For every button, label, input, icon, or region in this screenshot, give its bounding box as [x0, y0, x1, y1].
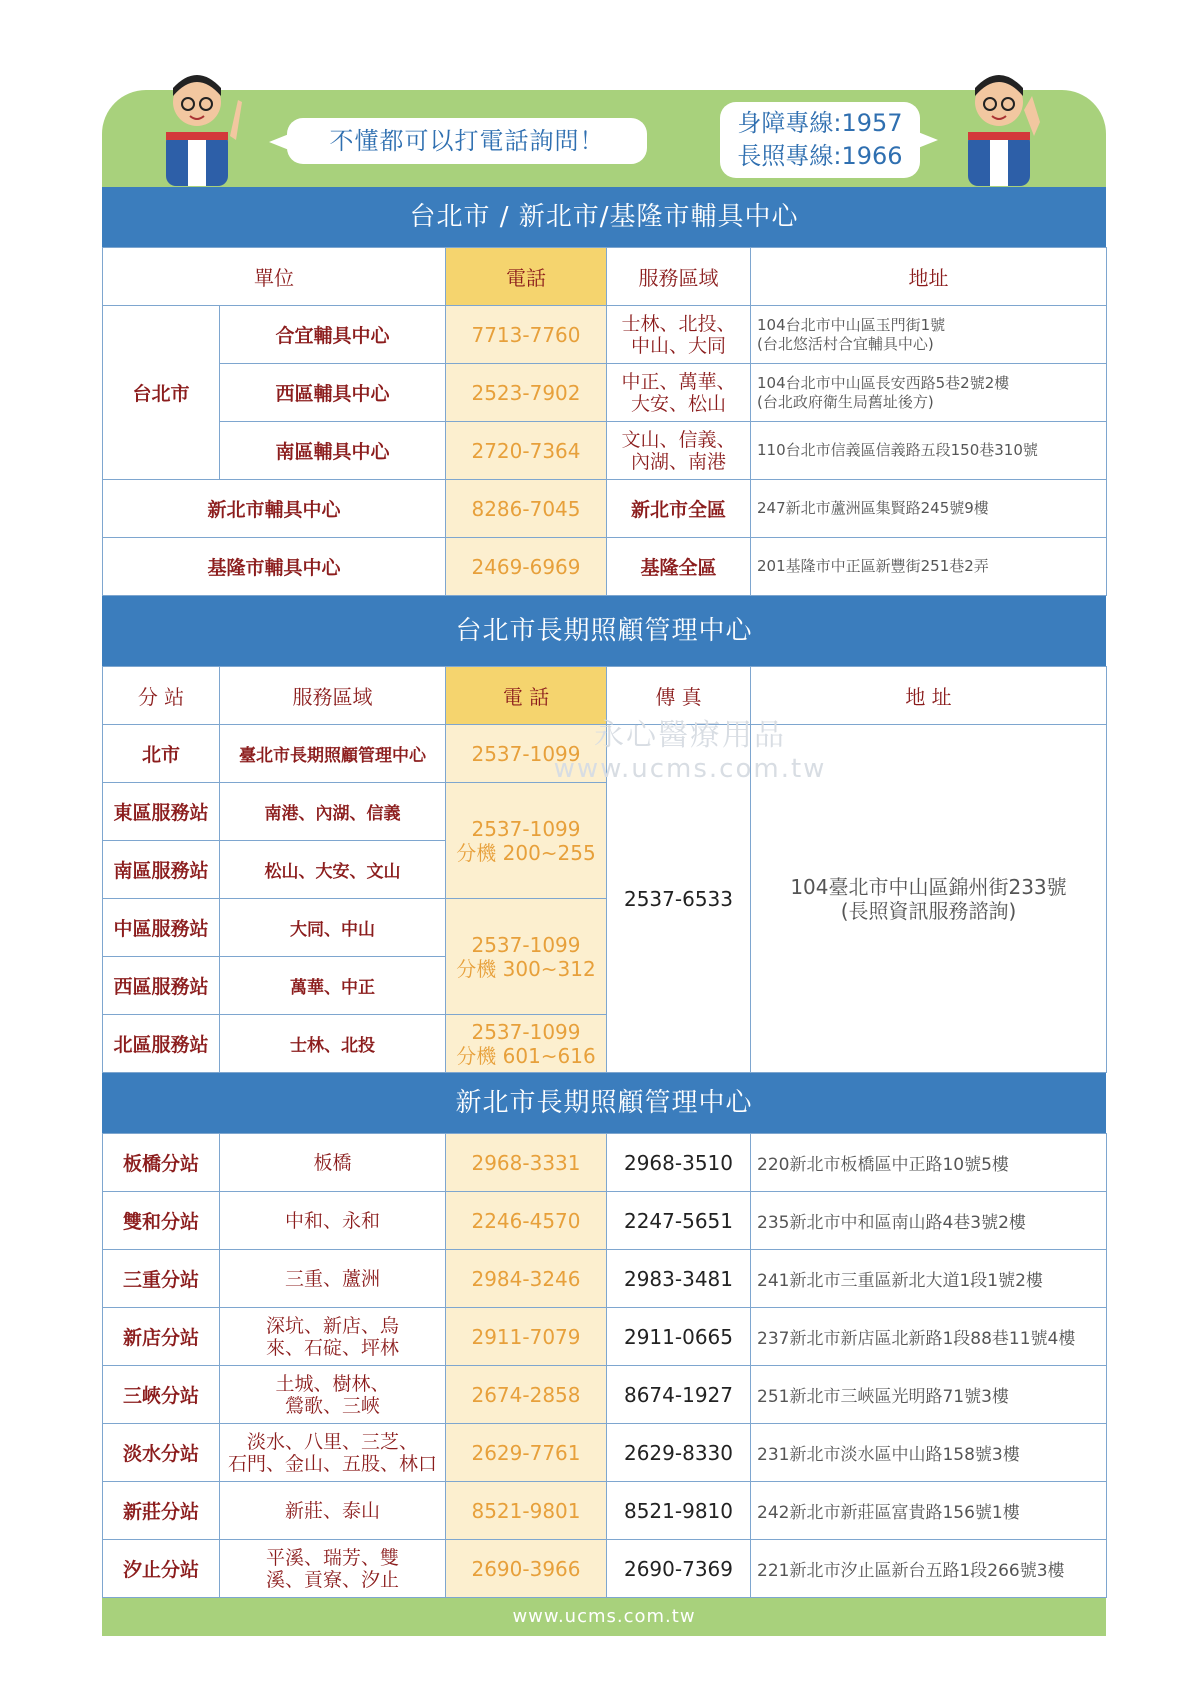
newtaipei-ltc-table [102, 1133, 1107, 1598]
phone-number[interactable]: 2674-2858 [446, 1366, 607, 1424]
fax-number: 2911-0665 [607, 1308, 751, 1366]
service-area-line2: 內湖、南港 [630, 450, 726, 473]
table-row [103, 1366, 1107, 1424]
table-row [103, 1192, 1107, 1250]
station-name: 新店分站 [103, 1308, 220, 1366]
unit-name: 新北市輔具中心 [103, 480, 446, 538]
unit-name: 合宜輔具中心 [220, 306, 446, 364]
taipei-ltc-table [102, 666, 1107, 1073]
address-line2: (長照資訊服務諮詢) [840, 898, 1017, 923]
station-name: 中區服務站 [103, 899, 220, 957]
hotline-ltc: 長照專線:1966 [737, 142, 903, 170]
header-banner [102, 90, 1106, 187]
service-area: 大同、中山 [220, 899, 446, 957]
phone-line1: 2537-1099 [471, 816, 581, 841]
service-area: 臺北市長期照顧管理中心 [220, 725, 446, 783]
mascot-right-icon [954, 66, 1044, 186]
unit-name: 西區輔具中心 [220, 364, 446, 422]
station-name: 淡水分站 [103, 1424, 220, 1482]
phone-ext: 分機 200~255 [456, 840, 596, 865]
service-area [220, 1308, 446, 1366]
address [751, 364, 1107, 422]
address: 235新北市中和區南山路4巷3號2樓 [751, 1192, 1107, 1250]
station-name: 汐止分站 [103, 1540, 220, 1598]
col-header-area: 服務區域 [220, 667, 446, 725]
table-header-row [103, 248, 1107, 306]
service-area: 松山、大安、文山 [220, 841, 446, 899]
service-area: 萬華、中正 [220, 957, 446, 1015]
fax-number: 2247-5651 [607, 1192, 751, 1250]
address [751, 725, 1107, 1073]
address: 221新北市汐止區新台五路1段266號3樓 [751, 1540, 1107, 1598]
col-header-area: 服務區域 [607, 248, 751, 306]
unit-name: 南區輔具中心 [220, 422, 446, 480]
table-row [103, 538, 1107, 596]
assistive-centers-table [102, 247, 1107, 596]
service-area-line1: 中正、萬華、 [621, 370, 736, 393]
service-area [220, 1424, 446, 1482]
service-area [607, 364, 751, 422]
address: 237新北市新店區北新路1段88巷11號4樓 [751, 1308, 1107, 1366]
station-name: 南區服務站 [103, 841, 220, 899]
sheet [102, 90, 1106, 1636]
service-area-line2: 中山、大同 [630, 334, 726, 357]
table-row [103, 1250, 1107, 1308]
address: 220新北市板橋區中正路10號5樓 [751, 1134, 1107, 1192]
service-area [220, 1250, 446, 1308]
section-title-newtaipei-ltc: 新北市長期照顧管理中心 [102, 1073, 1106, 1133]
hotline-disability: 身障專線:1957 [737, 109, 903, 137]
address-line1: 104臺北市中山區錦州街233號 [790, 874, 1067, 899]
station-name: 西區服務站 [103, 957, 220, 1015]
col-header-fax: 傳 真 [607, 667, 751, 725]
service-area [607, 306, 751, 364]
service-area [607, 422, 751, 480]
fax-number: 8521-9810 [607, 1482, 751, 1540]
service-area [220, 1482, 446, 1540]
section-title-taipei-ltc: 台北市長期照顧管理中心 [102, 596, 1106, 666]
table-row [103, 1482, 1107, 1540]
table-row [103, 1308, 1107, 1366]
phone-ext: 分機 601~616 [456, 1043, 596, 1068]
service-area [220, 1192, 446, 1250]
watermark-brand: 永心醫療用品 [594, 718, 786, 753]
address: 201基隆市中正區新豐街251巷2弄 [751, 538, 1107, 596]
phone-number[interactable]: 2720-7364 [446, 422, 607, 480]
table-row [103, 725, 1107, 783]
service-area-line2: 鶯歌、三峽 [284, 1394, 380, 1417]
address-line2: (台北悠活村合宜輔具中心) [757, 334, 934, 353]
service-area-line1: 平溪、瑞芳、雙 [265, 1546, 399, 1569]
service-area: 南港、內湖、信義 [220, 783, 446, 841]
phone-number[interactable]: 2523-7902 [446, 364, 607, 422]
section-title-assistive-centers: 台北市 / 新北市/基隆市輔具中心 [102, 187, 1106, 247]
address-line1: 104台北市中山區長安西路5巷2號2樓 [757, 373, 1010, 392]
col-header-address: 地址 [751, 248, 1107, 306]
fax-number: 8674-1927 [607, 1366, 751, 1424]
service-area-line1: 深坑、新店、烏 [265, 1314, 399, 1337]
col-header-phone: 電話 [446, 248, 607, 306]
table-row [103, 1134, 1107, 1192]
station-name: 北市 [103, 725, 220, 783]
service-area: 基隆全區 [607, 538, 751, 596]
service-area-line1: 三重、蘆洲 [284, 1267, 380, 1290]
fax-number: 2983-3481 [607, 1250, 751, 1308]
service-area-line2: 石門、金山、五股、林口 [227, 1452, 437, 1475]
address: 241新北市三重區新北大道1段1號2樓 [751, 1250, 1107, 1308]
service-area-line1: 士林、北投、 [621, 312, 736, 335]
phone-ext: 分機 300~312 [456, 956, 596, 981]
station-name: 三重分站 [103, 1250, 220, 1308]
phone-number[interactable] [446, 783, 607, 899]
table-row [103, 480, 1107, 538]
phone-number[interactable] [446, 1015, 607, 1073]
address-line1: 110台北市信義區信義路五段150巷310號 [757, 441, 1038, 459]
phone-number[interactable]: 7713-7760 [446, 306, 607, 364]
table-header-row [103, 667, 1107, 725]
phone-number[interactable]: 8521-9801 [446, 1482, 607, 1540]
table-row [103, 1540, 1107, 1598]
address [751, 306, 1107, 364]
service-area-line1: 土城、樹林、 [275, 1372, 390, 1395]
phone-line1: 2537-1099 [471, 932, 581, 957]
fax-number: 2968-3510 [607, 1134, 751, 1192]
address: 242新北市新莊區富貴路156號1樓 [751, 1482, 1107, 1540]
phone-number[interactable]: 8286-7045 [446, 480, 607, 538]
service-area-line1: 板橋 [313, 1151, 352, 1174]
address: 247新北市蘆洲區集賢路245號9樓 [751, 480, 1107, 538]
phone-number[interactable]: 2246-4570 [446, 1192, 607, 1250]
ask-by-phone-bubble: 不懂都可以打電話詢問！ [287, 118, 647, 164]
service-area-line1: 淡水、八里、三芝、 [246, 1430, 418, 1453]
service-area: 新北市全區 [607, 480, 751, 538]
phone-number[interactable]: 2469-6969 [446, 538, 607, 596]
hotline-bubble [720, 102, 920, 178]
phone-line1: 2537-1099 [471, 1019, 581, 1044]
service-area: 士林、北投 [220, 1015, 446, 1073]
station-name: 板橋分站 [103, 1134, 220, 1192]
table-row [103, 422, 1107, 480]
service-area [220, 1134, 446, 1192]
table-row [103, 1424, 1107, 1482]
address: 251新北市三峽區光明路71號3樓 [751, 1366, 1107, 1424]
col-header-station: 分 站 [103, 667, 220, 725]
fax-number: 2690-7369 [607, 1540, 751, 1598]
phone-number[interactable]: 2690-3966 [446, 1540, 607, 1598]
footer-url[interactable]: www.ucms.com.tw [102, 1598, 1106, 1636]
city-label: 台北市 [103, 306, 220, 480]
address: 231新北市淡水區中山路158號3樓 [751, 1424, 1107, 1482]
service-area [220, 1366, 446, 1424]
service-area-line2: 大安、松山 [630, 392, 726, 415]
watermark-url: www.ucms.com.tw [553, 754, 827, 784]
phone-number[interactable]: 2629-7761 [446, 1424, 607, 1482]
station-name: 雙和分站 [103, 1192, 220, 1250]
phone-number[interactable]: 2968-3331 [446, 1134, 607, 1192]
phone-number[interactable]: 2911-7079 [446, 1308, 607, 1366]
address [751, 422, 1107, 480]
station-name: 東區服務站 [103, 783, 220, 841]
table-row [103, 306, 1107, 364]
phone-number[interactable]: 2537-1099 [446, 725, 607, 783]
service-area-line2: 來、石碇、坪林 [265, 1336, 399, 1359]
address-line2: (台北政府衛生局舊址後方) [757, 392, 934, 411]
service-area-line1: 新莊、泰山 [284, 1499, 380, 1522]
table-row [103, 364, 1107, 422]
fax-number: 2629-8330 [607, 1424, 751, 1482]
service-area-line2: 溪、貢寮、汐止 [265, 1568, 399, 1591]
service-area-line1: 文山、信義、 [621, 428, 736, 451]
station-name: 三峽分站 [103, 1366, 220, 1424]
unit-name: 基隆市輔具中心 [103, 538, 446, 596]
phone-number[interactable] [446, 899, 607, 1015]
col-header-phone: 電 話 [446, 667, 607, 725]
phone-number[interactable]: 2984-3246 [446, 1250, 607, 1308]
service-area-line1: 中和、永和 [284, 1209, 380, 1232]
station-name: 新莊分站 [103, 1482, 220, 1540]
service-area [220, 1540, 446, 1598]
col-header-unit: 單位 [103, 248, 446, 306]
station-name: 北區服務站 [103, 1015, 220, 1073]
address-line1: 104台北市中山區玉門街1號 [757, 315, 946, 334]
col-header-address: 地 址 [751, 667, 1107, 725]
newtaipei-rows [103, 1134, 1107, 1598]
mascot-left-icon [152, 66, 242, 186]
fax-number: 2537-6533 [607, 725, 751, 1073]
